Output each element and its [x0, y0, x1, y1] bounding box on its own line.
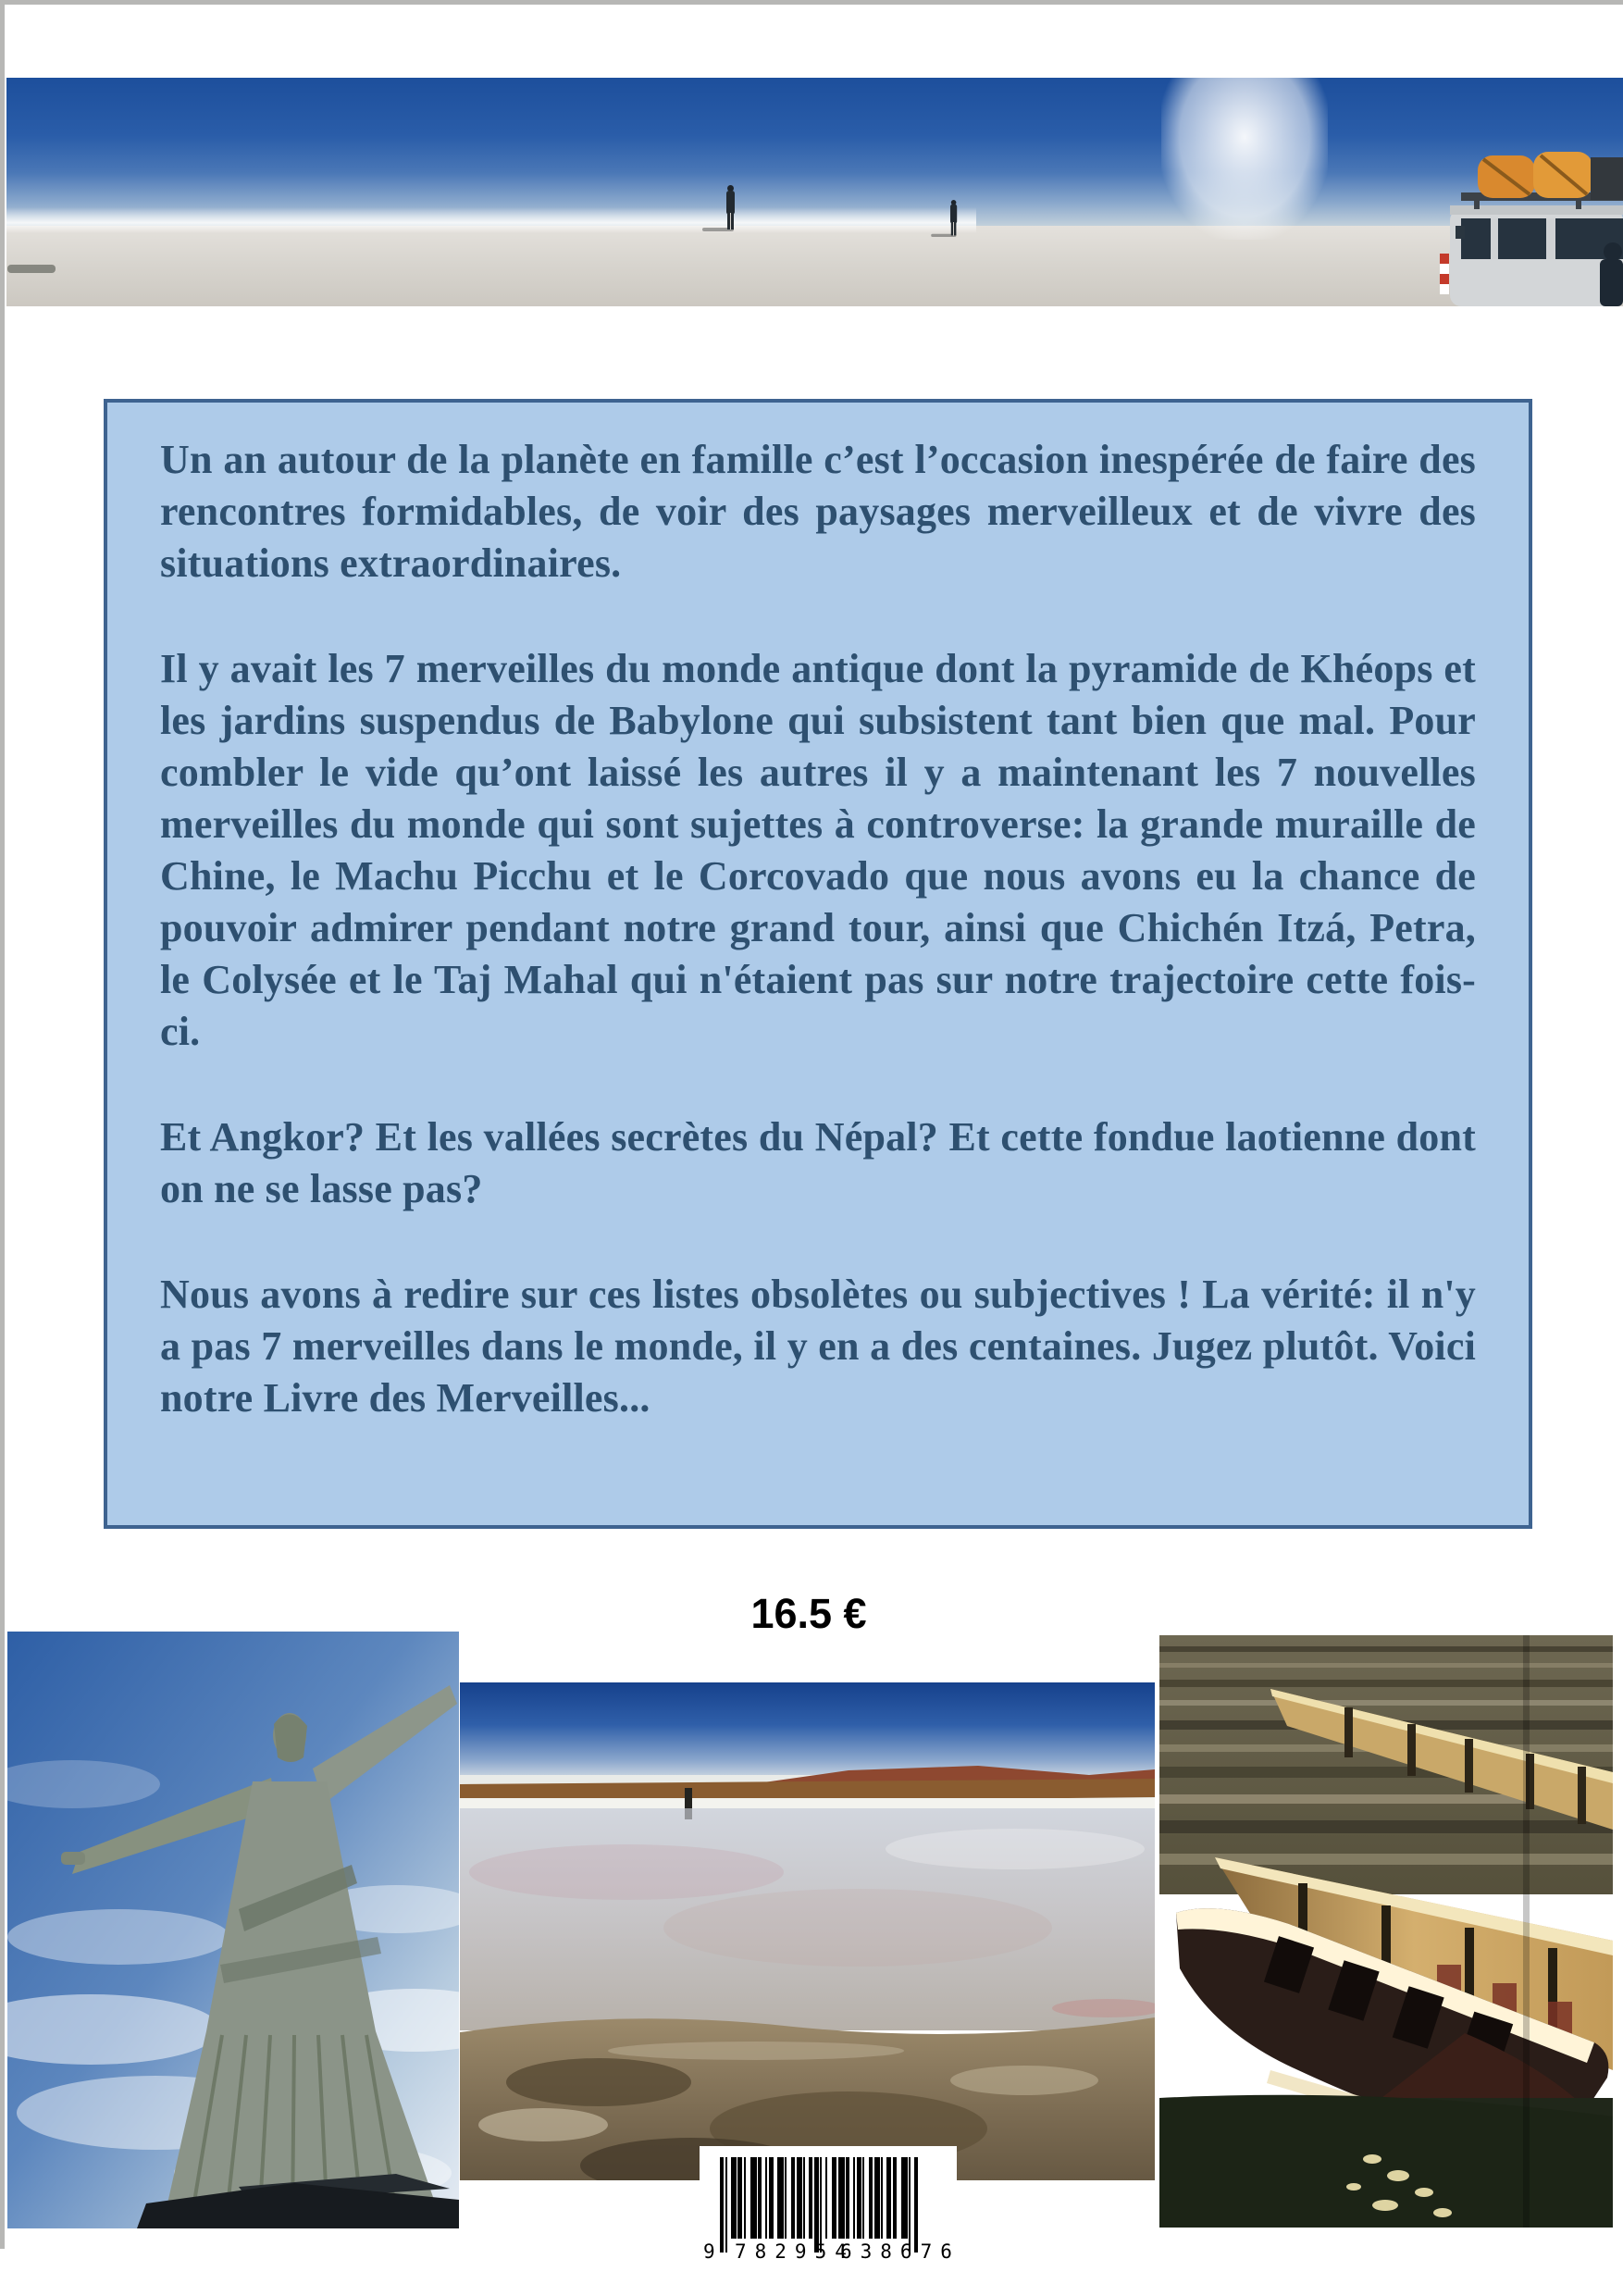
barcode-group1: 782954 [735, 2240, 855, 2263]
barcode-panel [700, 2146, 960, 2296]
page-edge-top [0, 0, 1623, 5]
panorama-4x4-vehicle [1437, 144, 1623, 306]
panorama-horizon-haze [6, 207, 976, 233]
synopsis-box [104, 399, 1532, 1529]
price-label: 16.5 € [750, 1590, 867, 1637]
panorama-shadow-smudge [7, 265, 56, 273]
riverboat-photo [1159, 1635, 1613, 2228]
statue-photo [7, 1632, 459, 2228]
synopsis-paragraph-4: Nous avons à redire sur ces listes obsolètes ou subjectives ! La vérité: il n'y a pas 7 merveilles dans le monde, il y en a des centaines. Jugez plutôt. Voici notre Livre des Merveilles... [160, 1272, 1476, 1421]
salt-lake-photo [460, 1682, 1155, 2180]
page-edge-left [0, 0, 5, 2249]
barcode-group2: 638676 [840, 2240, 960, 2263]
top-panorama-photo [6, 78, 1623, 306]
synopsis-paragraph-3: Et Angkor? Et les vallées secrètes du Népal? Et cette fondue laotienne dont on ne se lasse pas? [160, 1114, 1476, 1211]
barcode-prefix: 9 [703, 2240, 715, 2263]
synopsis-paragraph-1: Un an autour de la planète en famille c’est l’occasion inespérée de faire des rencontres formidables, de voir des paysages merveilleux et de vivre des situations extraordinaires. [160, 437, 1476, 586]
synopsis-paragraph-2: Il y avait les 7 merveilles du monde antique dont la pyramide de Khéops et les jardins suspendus de Babylone qui subsistent tant bien que mal. Pour combler le vide qu’ont laissé les autres il y a maintenant les 7 nouvelles merveilles du monde qui sont sujettes à controverse: la grande muraille de Chine, le Machu Picchu et le Corcovado que nous avons eu la chance de pouvoir admirer pendant notre grand tour, ainsi que Chichén Itzá, Petra, le Colysée et le Taj Mahal qui n'étaient pas sur notre trajectoire cette fois-ci. [160, 646, 1476, 1054]
barcode-bars [720, 2157, 918, 2253]
panorama-salt-flat [6, 226, 1623, 306]
panorama-cloud [1161, 78, 1328, 240]
